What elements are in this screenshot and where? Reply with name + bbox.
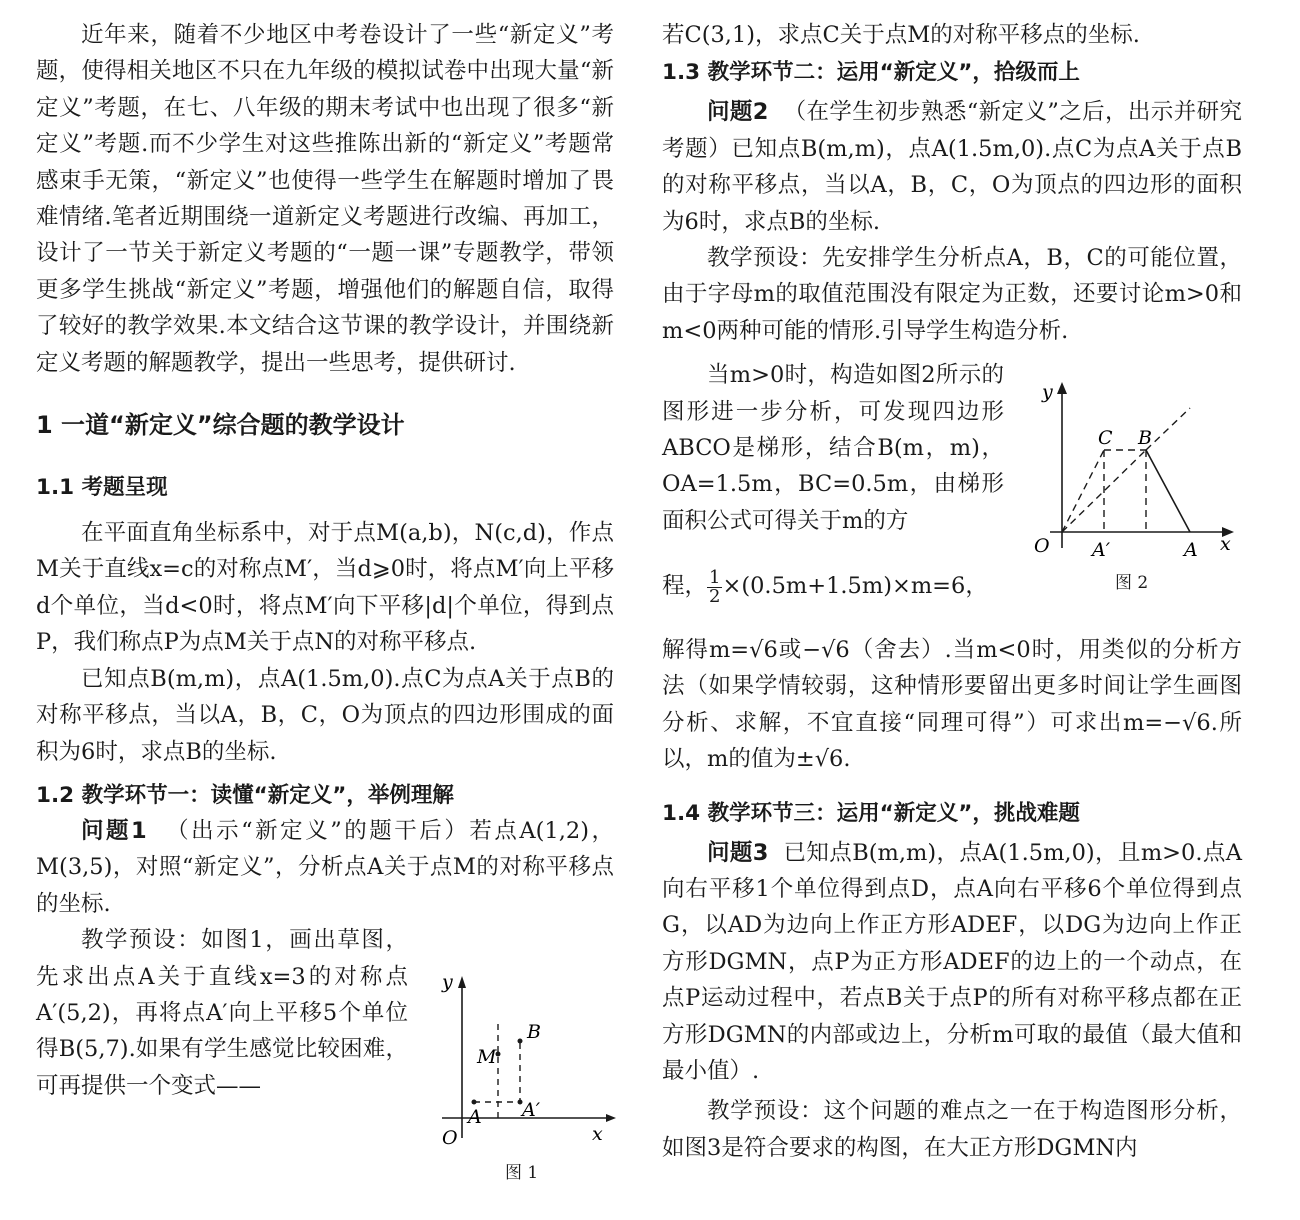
question-2-text: （在学生初步熟悉“新定义”之后，出示并研究考题）已知点B(m,m)，点A(1.5m,0).点C为点A关于点B的对称平移点，当以A，B，C，O为顶点的四边形的面积为6时，求点B的坐标. [662,99,1242,235]
figure-1-caption: 图 1 [505,1163,539,1183]
section-1-1-heading: 1.1 考题呈现 [36,475,168,501]
section-1-2-heading: 1.2 教学环节一：读懂“新定义”，举例理解 [36,782,454,808]
fig2-y-label: y [1042,381,1053,403]
right-column-lower [662,632,1242,1166]
fig2-point-b-label: B [1138,427,1152,449]
question-2-paragraph [662,94,1242,240]
fraction-denominator: 2 [709,585,721,607]
fig2-origin-label: O [1034,535,1050,557]
preset-2-paragraph: 教学预设：先安排学生分析点A，B，C的可能位置，由于字母m的取值范围没有限定为正数，还要讨论m>0和m<0两种可能的情形.引导学生构造分析. [662,245,1242,344]
question-2-label: 问题2 [707,99,769,126]
section-1-heading: 1 一道“新定义”综合题的教学设计 [36,411,405,440]
solve-paragraph: 解得m=√6或−√6（舍去）.当m<0时，用类似的分析方法（如果学情较弱，这种情形要留出更多时间让学生画图分析、求解，不宜直接“同理可得”）可求出m=−√6.所以，m的值为±√6. [662,637,1242,773]
fraction-one-half [707,566,722,607]
fig2-x-label: x [1220,533,1231,555]
question-1-text: （出示“新定义”的题干后）若点A(1,2)，M(3,5)，对照“新定义”，分析点A关于点M的对称平移点的坐标. [36,817,615,917]
preset-3-paragraph: 教学预设：这个问题的难点之一在于构造图形分析，如图3是符合要求的构图，在大正方形DGMN内 [662,1098,1242,1161]
question-3-paragraph [662,835,1242,1090]
fig1-origin-label: O [442,1127,458,1148]
fig2-point-a-label: A [1184,539,1198,561]
fig1-point-m-label: M [477,1046,497,1068]
figure-2-analysis-paragraph: 当m>0时，构造如图2所示的图形进一步分析，可发现四边形ABCO是梯形，结合B(m，m)，OA=1.5m，BC=0.5m，由梯形面积公式可得关于m的方 [662,362,1004,534]
figure-2-caption: 图 2 [1115,573,1149,593]
question-1-label: 问题1 [81,817,147,844]
preset-1-paragraph: 教学预设：如图1，画出草图，先求出点A关于直线x=3的对称点A′(5,2)，再将点A′向上平移5个单位得B(5,7).如果有学生感觉比较困难，可再提供一个变式—— [36,927,408,1099]
question-3-text: 已知点B(m,m)，点A(1.5m,0)，且m>0.点A向右平移1个单位得到点D，点A向右平移6个单位得到点G，以AD为边向上作正方形ADEF，以DG为边向上作正方形DGMN，点P为正方形ADEF的边上的一个动点，在点P运动过程中，若点B关于点P的所有对称平移点都在正方形DGMN的内部或边上，分析m可取的最值（最大值和最小值）. [662,839,1243,1085]
problem-task-paragraph: 已知点B(m,m)，点A(1.5m,0).点C为点A关于点B的对称平移点，当以A，B，C，O为顶点的四边形围成的面积为6时，求点B的坐标. [36,665,614,765]
equation-suffix: ×(0.5m+1.5m)×m=6， [722,573,988,599]
question-3-label: 问题3 [707,839,769,866]
fig1-point-a-label: A [468,1106,482,1128]
fig1-x-label: x [592,1123,603,1145]
figure-1 [432,968,622,1152]
continuation-line: 若C(3,1)，求点C关于点M的对称平移点的坐标. [662,22,1140,48]
equation-prefix: 程， [662,573,708,599]
fig1-point-b-label: B [527,1021,541,1043]
problem-definition-paragraph: 在平面直角坐标系中，对于点M(a,b)，N(c,d)，作点M关于直线x=c的对称点M′，当d⩾0时，将点M′向上平移d个单位，当d<0时，将点M′向下平移|d|个单位，得到点P，我们称点P为点M关于点N的对称平移点. [36,520,614,656]
equation-line [662,568,1012,606]
fraction-numerator: 1 [709,566,721,588]
figure-2 [1030,372,1240,566]
question-1-paragraph [36,813,614,922]
intro-paragraph: 近年来，随着不少地区中考卷设计了一些“新定义”考题，使得相关地区不只在九年级的模拟试卷中出现大量“新定义”考题，在七、八年级的期末考试中也出现了很多“新定义”考题.而不少学生对这些推陈出新的“新定义”考题常感束手无策，“新定义”也使得一些学生在解题时增加了畏难情绪.笔者近期围绕一道新定义考题进行改编、再加工，设计了一节关于新定义考题的“一题一课”专题教学，带领更多学生挑战“新定义”考题，增强他们的解题自信，取得了较好的教学效果.本文结合这节课的教学设计，并围绕新定义考题的解题教学，提出一些思考，提供研讨. [36,22,614,376]
fig2-point-c-label: C [1098,427,1113,449]
left-column [36,0,614,1104]
section-1-4-heading: 1.4 教学环节三：运用“新定义”，挑战难题 [662,800,1080,826]
fig1-point-a-prime-label: A′ [522,1099,541,1121]
section-1-3-heading: 1.3 教学环节二：运用“新定义”，拾级而上 [662,60,1080,86]
fig1-y-label: y [442,971,453,993]
fig2-point-a-prime-label: A′ [1092,539,1111,561]
